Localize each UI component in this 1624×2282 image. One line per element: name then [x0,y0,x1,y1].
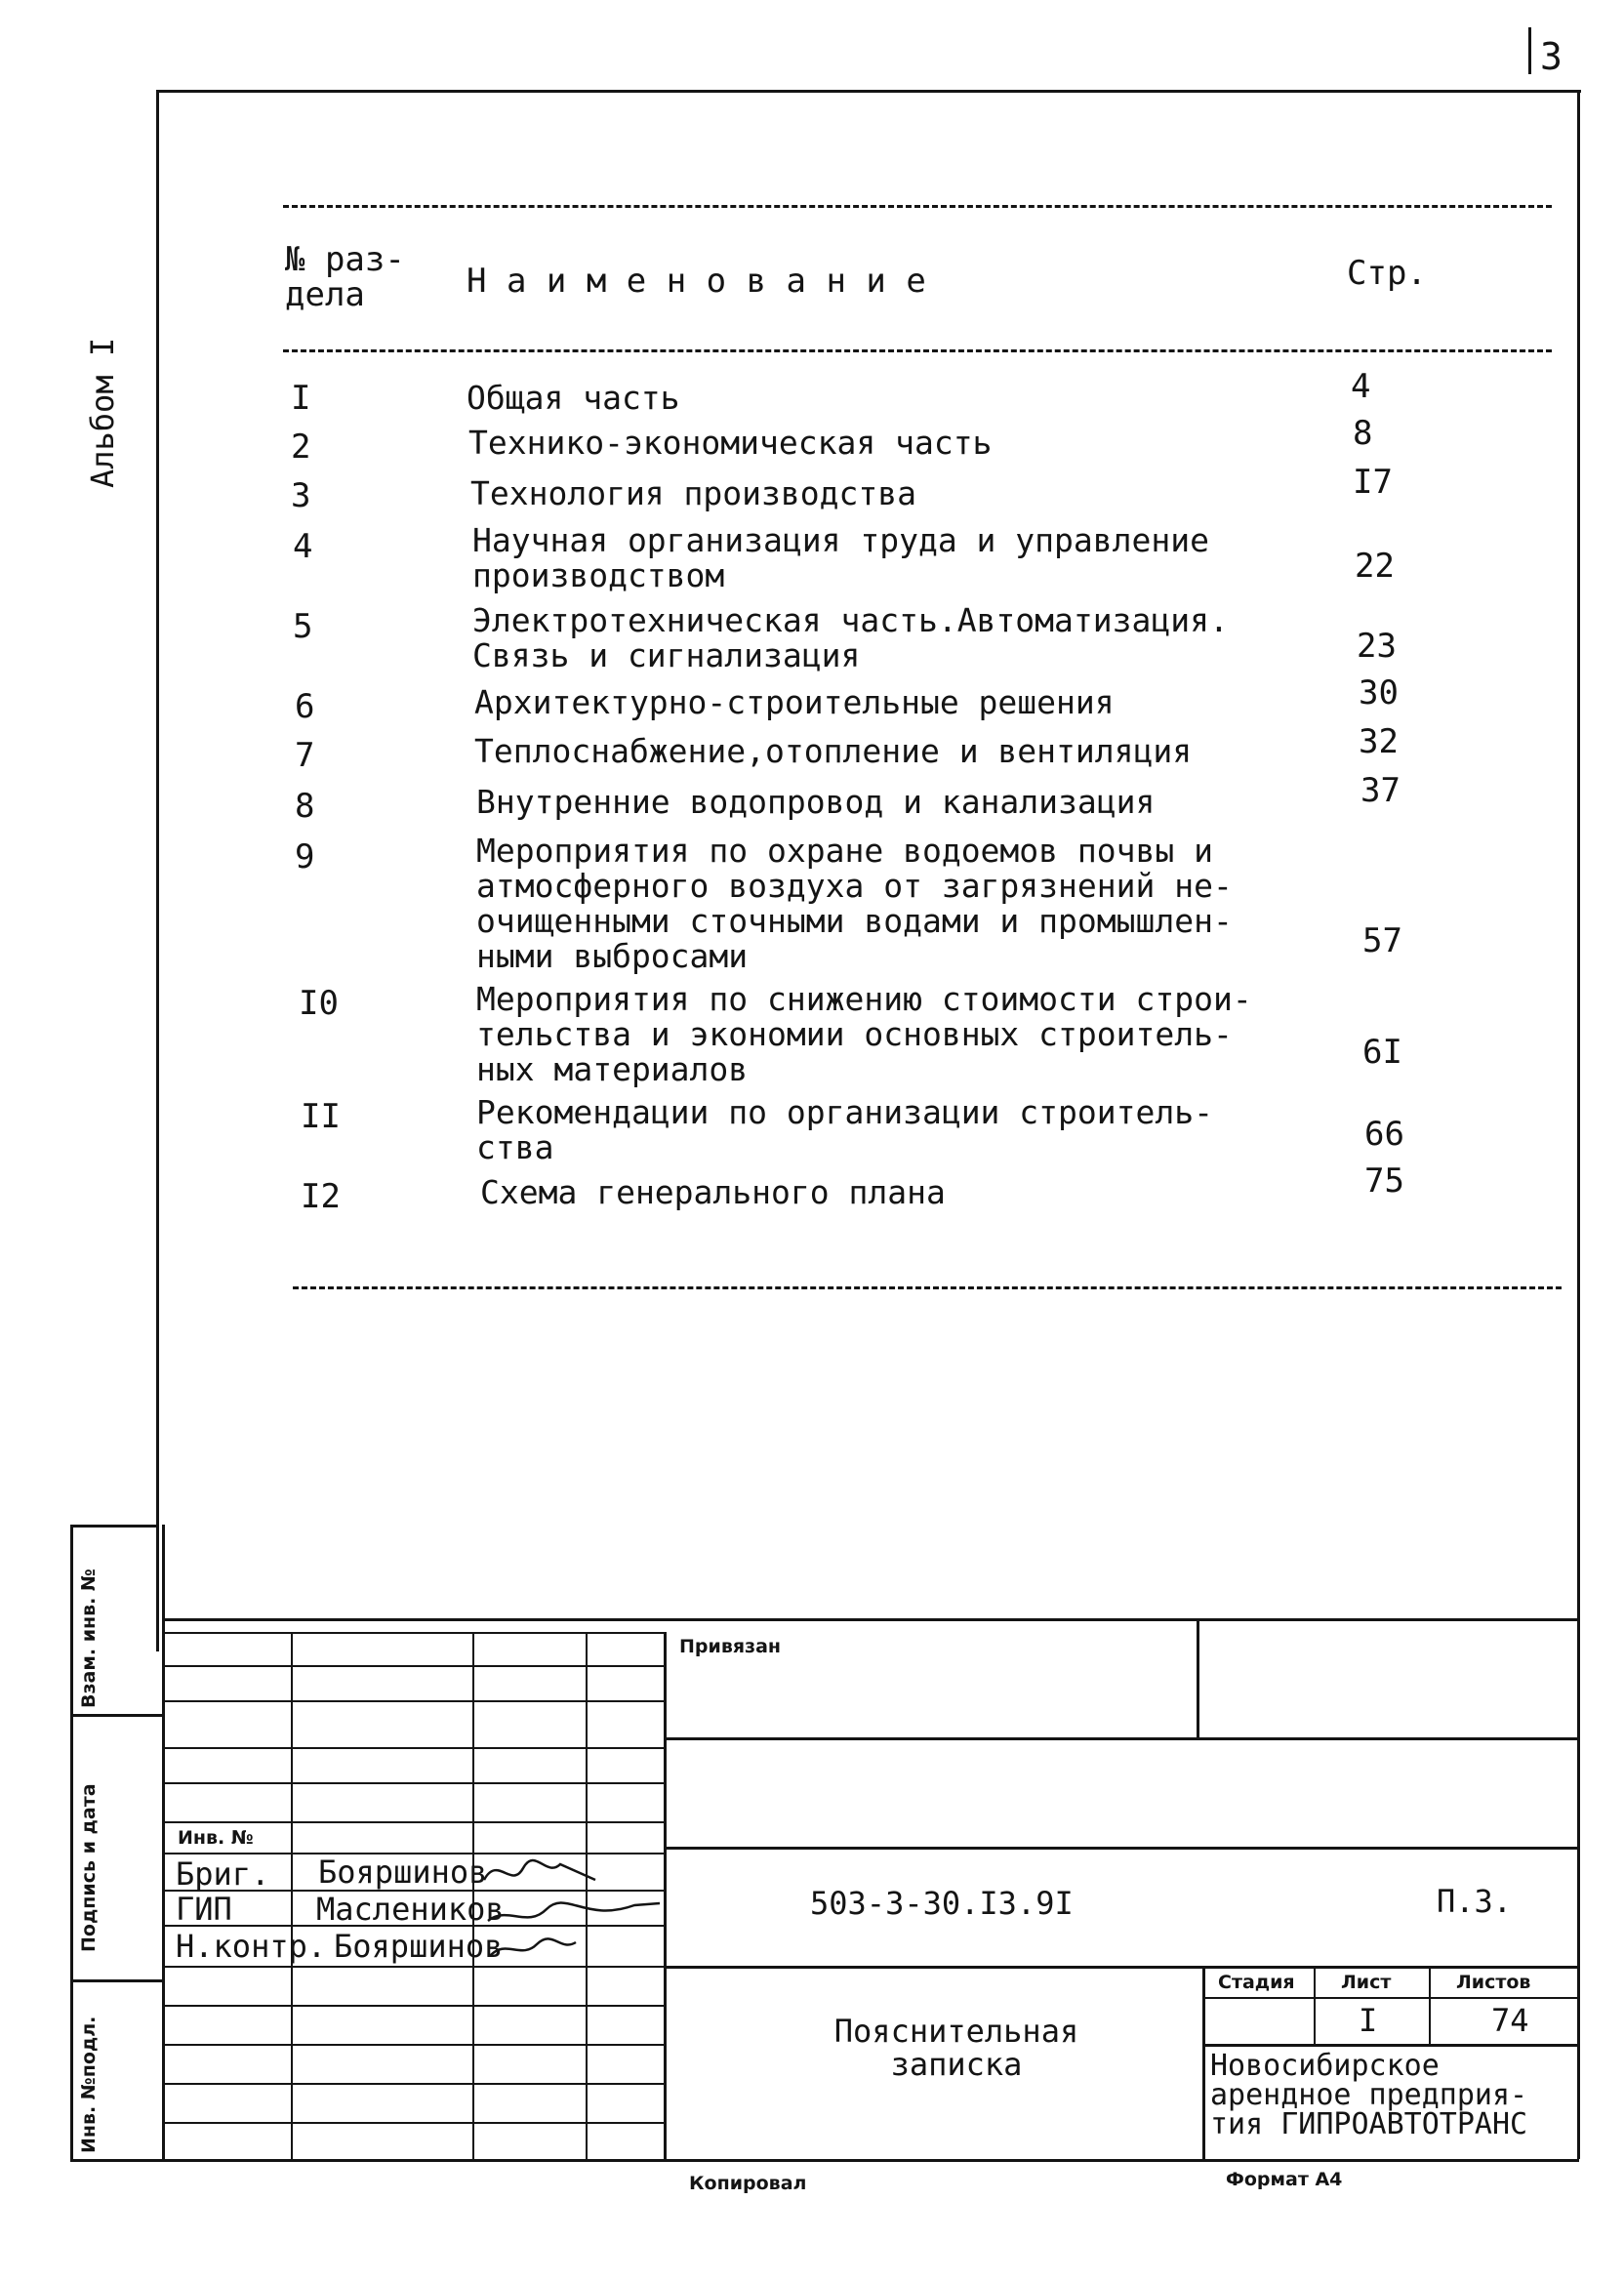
stamp-person-name: Маслеников [316,1891,505,1928]
stamp-copied: Копировал [689,2173,807,2194]
stamp-privyazan-divider [1197,1620,1199,1737]
stamp-grid-v1 [291,1632,293,2159]
stamp-role: Н.контр. [176,1928,327,1965]
stamp-bottom [70,2159,1579,2162]
stamp-sheets-label: Листов [1456,1972,1531,1993]
stamp-top [162,1618,1579,1621]
toc-header-section-no: № раз- дела [285,240,405,314]
sheet-number: 3 [1540,35,1563,78]
toc-row-page: 66 [1364,1115,1404,1154]
stamp-stage-rule [1202,1997,1579,1999]
side-strip-top [70,1525,158,1528]
stamp-stage-divider2 [1429,1966,1431,2044]
toc-row-name: Электротехническая часть.Автоматизация. Связь и сигнализация [472,601,1229,674]
stamp-person-name: Бояршинов [318,1854,488,1891]
stamp-grid-h [162,1665,664,1667]
stamp-code-bottom [664,1966,1579,1969]
toc-row-page: 37 [1360,771,1401,810]
toc-row-no: I [291,379,311,418]
toc-row-no: 7 [295,736,315,775]
stamp-org-top [1202,2044,1579,2047]
stamp-doc-title: Пояснительная записка [833,2013,1079,2083]
stamp-sheets-value: 74 [1491,2002,1529,2039]
toc-row-name: Схема генерального плана [480,1173,946,1211]
stamp-format: Формат А4 [1226,2169,1343,2190]
toc-row-no: 9 [295,837,315,876]
stamp-grid-h [162,2122,664,2124]
stamp-grid-h [162,1700,664,1702]
toc-row-no: 8 [295,787,315,826]
toc-top-rule [283,205,1552,208]
stamp-grid-h [162,1782,664,1784]
toc-row-no: II [301,1097,341,1136]
toc-row-name: Научная организация труда и управление производством [472,521,1209,594]
toc-row-name: Мероприятия по охране водоемов почвы и атмосферного воздуха от загрязнений не- очищенными сточными водами и промышлен- ными выбросами [476,832,1233,975]
toc-row-no: I2 [301,1177,341,1216]
stamp-sheet-value: I [1359,2002,1378,2039]
stamp-doc-marker: П.3. [1437,1883,1513,1920]
toc-row-name: Архитектурно-строительные решения [474,683,1115,721]
frame-top [156,90,1581,93]
toc-row-name: Общая часть [467,379,680,417]
toc-row-name: Рекомендации по организации строитель- ства [476,1093,1213,1166]
stamp-grid-h [162,2083,664,2085]
stamp-role: Бриг. [176,1855,270,1893]
toc-row-page: 22 [1355,547,1395,586]
side-strip-left [70,1525,73,2159]
stamp-code-top [664,1847,1579,1850]
side-label-replace-inv: Взам. инв. № [78,1569,100,1708]
sheet-number-tick [1528,27,1531,74]
toc-row-no: 2 [291,428,311,467]
stamp-grid-v4 [664,1632,667,2159]
stamp-grid-h [162,1632,664,1634]
stamp-title-divider [1202,1966,1205,2159]
toc-row-no: 6 [295,687,315,726]
toc-row-no: I0 [299,984,339,1023]
toc-row-page: 30 [1359,673,1399,713]
side-label-sign-date: Подпись и дата [78,1783,100,1952]
toc-row-no: 5 [293,607,313,646]
toc-row-name: Технико-экономическая часть [468,424,993,462]
side-strip-div2 [70,1979,164,1982]
stamp-inv-no: Инв. № [178,1827,254,1849]
stamp-person-name: Бояршинов [334,1928,504,1965]
stamp-stage-label: Стадия [1218,1972,1295,1993]
toc-bottom-rule [293,1286,1562,1289]
stamp-privyazan-bottom [664,1737,1579,1740]
stamp-grid-h [162,2005,664,2007]
toc-row-page: 75 [1364,1161,1404,1201]
toc-header-rule [283,349,1552,352]
stamp-grid-h [162,1747,664,1749]
stamp-grid-h [162,2044,664,2046]
stamp-doc-code: 503-3-30.I3.9I [810,1885,1074,1922]
stamp-stage-divider1 [1314,1966,1316,2044]
toc-row-name: Технология производства [470,474,916,512]
toc-row-page: I7 [1353,463,1393,502]
toc-row-name: Теплоснабжение,отопление и вентиляция [474,732,1193,770]
signature-scribble-icon [478,1851,664,1968]
toc-row-name: Внутренние водопровод и канализация [476,783,1156,821]
stamp-sheet-label: Лист [1341,1972,1392,1993]
stamp-privyazan: Привязан [679,1636,782,1657]
toc-header-name: Н а и м е н о в а н и е [467,262,926,301]
toc-row-page: 32 [1359,722,1399,761]
stamp-grid-h [162,1821,664,1823]
toc-row-page: 8 [1353,414,1373,453]
toc-row-page: 4 [1351,367,1371,406]
stamp-role: ГИП [176,1891,232,1928]
side-strip-div1 [70,1714,164,1717]
toc-row-no: 4 [293,527,313,566]
toc-row-name: Мероприятия по снижению стоимости строи- тельства и экономии основных строитель- ных материалов [476,980,1252,1088]
toc-row-page: 6I [1362,1033,1402,1072]
toc-row-page: 23 [1357,627,1397,666]
toc-row-page: 57 [1362,921,1402,960]
toc-row-no: 3 [291,476,311,515]
stamp-organization: Новосибирское арендное предприя- тия ГИПРОАВТОТРАНС [1210,2049,1528,2141]
toc-header-page: Стр. [1347,254,1427,293]
album-label: Альбом I [84,337,121,488]
side-label-inv-no-orig: Инв. №подл. [78,2016,100,2153]
frame-left [156,90,159,1651]
